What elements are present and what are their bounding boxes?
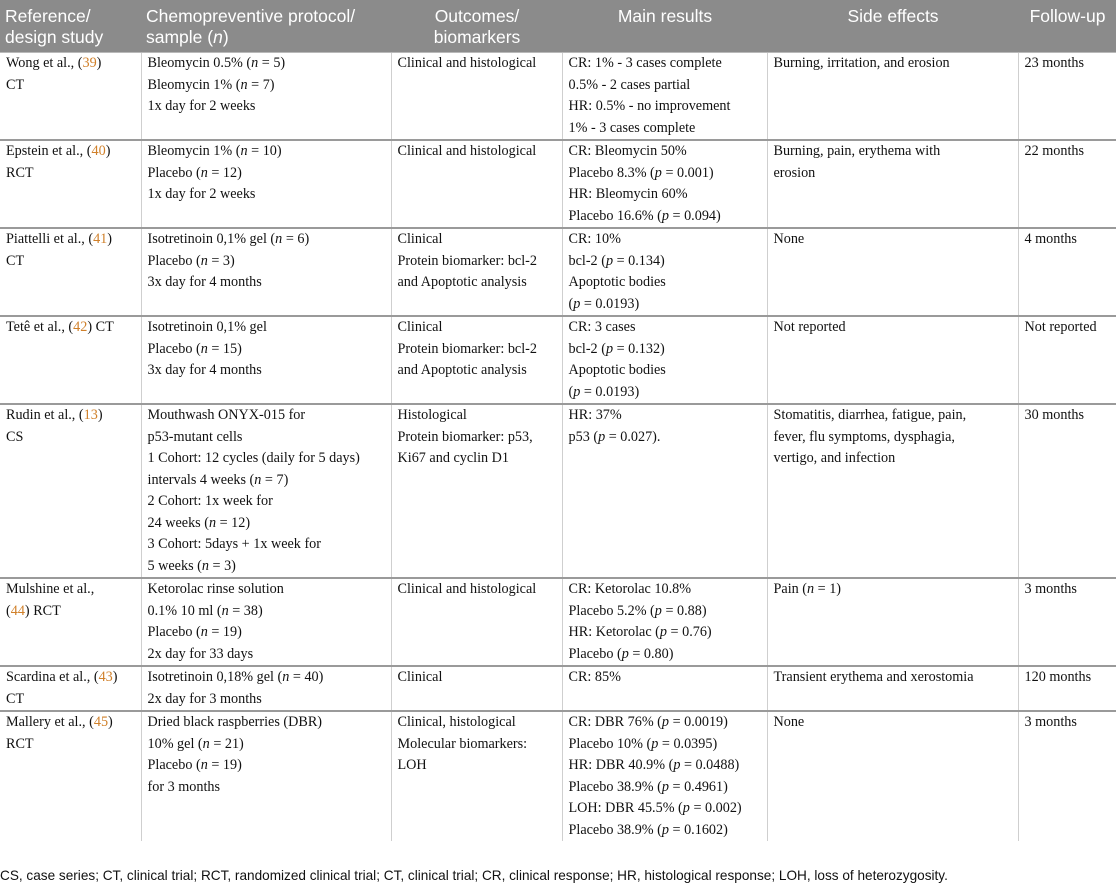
- cell-main-results-line: Placebo 38.9% (p = 0.1602): [568, 821, 728, 838]
- cell-follow-up: Not reported: [1018, 316, 1116, 404]
- cell-main-results-line: CR: Ketorolac 10.8%: [568, 581, 692, 597]
- cell-side-effects: [767, 404, 1018, 578]
- cell-protocol-line: 1x day for 2 weeks: [147, 98, 256, 114]
- cell-main-results-line: LOH: DBR 45.5% (p = 0.002): [568, 800, 742, 816]
- reference-text: RCT: [6, 735, 34, 752]
- cell-outcomes-line: Clinical: [397, 319, 443, 335]
- cell-side-effects: [767, 228, 1018, 316]
- reference-text: CT: [6, 76, 25, 93]
- cell-outcomes-line: Ki67 and cyclin D1: [397, 450, 510, 466]
- cell-follow-up: 120 months: [1018, 666, 1116, 711]
- reference-text: ): [107, 231, 112, 247]
- cell-reference: [0, 140, 141, 228]
- cell-reference: [0, 578, 141, 666]
- reference-link[interactable]: 13: [83, 407, 98, 423]
- cell-outcomes-line: Clinical, histological: [397, 714, 516, 730]
- reference-text: ): [96, 55, 102, 71]
- reference-text: Wong et al., (: [6, 55, 83, 71]
- reference-text: ): [108, 714, 113, 730]
- header-side-effects: Side effects: [767, 0, 1018, 53]
- cell-reference: [0, 666, 141, 711]
- cell-main-results-line: bcl-2 (p = 0.132): [568, 340, 665, 357]
- cell-main-results-line: Placebo (p = 0.80): [568, 645, 674, 662]
- cell-main-results-line: Apoptotic bodies: [568, 274, 666, 290]
- cell-follow-up: 22 months: [1018, 140, 1116, 228]
- cell-side-effects: [767, 666, 1018, 711]
- cell-main-results-line: Placebo 8.3% (p = 0.001): [568, 164, 714, 181]
- cell-side-effects-line: Stomatitis, diarrhea, fatigue, pain,: [773, 407, 967, 423]
- cell-main-results-line: Placebo 10% (p = 0.0395): [568, 735, 718, 752]
- reference-text: ) RCT: [24, 602, 61, 619]
- table-row: [0, 316, 1116, 404]
- cell-protocol-line: 2x day for 33 days: [147, 645, 254, 662]
- reference-link[interactable]: 40: [91, 143, 106, 159]
- cell-side-effects: [767, 316, 1018, 404]
- cell-outcomes-line: Histological: [397, 407, 467, 423]
- cell-side-effects-line: Pain (n = 1): [773, 581, 842, 597]
- cell-outcomes: [391, 404, 562, 578]
- cell-protocol: [141, 228, 391, 316]
- cell-protocol-line: 3x day for 4 months: [147, 274, 262, 290]
- cell-main-results-line: 0.5% - 2 cases partial: [568, 76, 691, 93]
- table-footnote: CS, case series; CT, clinical trial; RCT, randomized clinical trial; CT, clinical trial; CR, clinical response; HR, histological response; LOH, loss of heterozygosity.: [0, 868, 948, 883]
- cell-side-effects-line: Burning, irritation, and erosion: [773, 55, 950, 71]
- table-row: [0, 228, 1116, 316]
- cell-outcomes-line: Protein biomarker: p53,: [397, 428, 533, 445]
- cell-protocol-line: Bleomycin 1% (n = 7): [147, 76, 275, 93]
- cell-protocol: [141, 711, 391, 841]
- cell-main-results-line: CR: 3 cases: [568, 319, 636, 335]
- cell-protocol: [141, 666, 391, 711]
- cell-follow-up: 23 months: [1018, 53, 1116, 141]
- cell-main-results-line: Placebo 16.6% (p = 0.094): [568, 207, 721, 224]
- cell-outcomes-line: Molecular biomarkers:: [397, 735, 528, 752]
- reference-text: Epstein et al., (: [6, 143, 92, 159]
- table-body: [0, 53, 1116, 842]
- table-row: [0, 140, 1116, 228]
- table-row: [0, 404, 1116, 578]
- cell-main-results-line: CR: 1% - 3 cases complete: [568, 55, 722, 71]
- cell-side-effects-line: fever, flu symptoms, dysphagia,: [773, 428, 955, 445]
- cell-main-results-line: HR: Bleomycin 60%: [568, 186, 688, 202]
- cell-protocol-line: Mouthwash ONYX-015 for: [147, 407, 306, 423]
- header-protocol: Chemopreventive protocol/ sample (n): [141, 0, 391, 53]
- cell-outcomes: [391, 53, 562, 141]
- cell-protocol-line: 0.1% 10 ml (n = 38): [147, 602, 263, 619]
- cell-main-results-line: Placebo 5.2% (p = 0.88): [568, 602, 707, 619]
- cell-follow-up: 4 months: [1018, 228, 1116, 316]
- cell-follow-up: 3 months: [1018, 711, 1116, 841]
- cell-main-results: [562, 666, 767, 711]
- cell-main-results: [562, 578, 767, 666]
- cell-protocol-line: Dried black raspberries (DBR): [147, 714, 323, 730]
- cell-main-results-line: Placebo 38.9% (p = 0.4961): [568, 778, 728, 795]
- cell-main-results-line: HR: DBR 40.9% (p = 0.0488): [568, 757, 740, 773]
- reference-text: Rudin et al., (: [6, 407, 84, 423]
- cell-main-results: [562, 711, 767, 841]
- cell-main-results-line: CR: 10%: [568, 231, 621, 247]
- reference-text: ): [112, 669, 118, 685]
- cell-side-effects-line: Not reported: [773, 319, 846, 335]
- header-reference: Reference/ design study: [0, 0, 141, 53]
- reference-text: ): [97, 407, 103, 423]
- reference-text: CS: [6, 428, 24, 445]
- cell-outcomes: [391, 316, 562, 404]
- cell-main-results-line: HR: 0.5% - no improvement: [568, 98, 731, 114]
- reference-text: Mallery et al., (: [6, 714, 94, 730]
- cell-outcomes: [391, 578, 562, 666]
- cell-reference: [0, 228, 141, 316]
- cell-outcomes: [391, 711, 562, 841]
- cell-outcomes-line: Clinical and histological: [397, 143, 537, 159]
- cell-main-results-line: bcl-2 (p = 0.134): [568, 252, 665, 269]
- cell-outcomes: [391, 140, 562, 228]
- cell-outcomes-line: Clinical and histological: [397, 581, 537, 597]
- cell-outcomes-line: LOH: [397, 757, 427, 773]
- reference-link[interactable]: 41: [93, 231, 108, 247]
- cell-reference: [0, 711, 141, 841]
- cell-outcomes-line: and Apoptotic analysis: [397, 274, 527, 290]
- cell-main-results-line: HR: 37%: [568, 407, 622, 423]
- cell-main-results-line: CR: DBR 76% (p = 0.0019): [568, 714, 728, 730]
- table-row: [0, 578, 1116, 666]
- cell-protocol-line: Isotretinoin 0,1% gel (n = 6): [147, 231, 310, 247]
- cell-main-results-line: (p = 0.0193): [568, 295, 640, 312]
- reference-text: RCT: [6, 164, 34, 181]
- cell-protocol-line: for 3 months: [147, 778, 221, 795]
- cell-main-results-line: Apoptotic bodies: [568, 362, 666, 378]
- cell-protocol-line: 3x day for 4 months: [147, 362, 262, 378]
- cell-outcomes-line: Clinical: [397, 669, 443, 685]
- cell-protocol: [141, 578, 391, 666]
- reference-text: (: [6, 602, 11, 619]
- cell-main-results: [562, 53, 767, 141]
- reference-text: Tetê et al., (: [6, 319, 74, 335]
- cell-protocol-line: 1x day for 2 weeks: [147, 186, 256, 202]
- cell-protocol-line: Isotretinoin 0,18% gel (n = 40): [147, 669, 324, 685]
- cell-protocol-line: Placebo (n = 3): [147, 252, 235, 269]
- cell-protocol-line: 2x day for 3 months: [147, 690, 262, 707]
- cell-side-effects: [767, 53, 1018, 141]
- cell-outcomes: [391, 666, 562, 711]
- cell-reference: [0, 316, 141, 404]
- reference-link[interactable]: 45: [93, 714, 109, 730]
- cell-reference: [0, 53, 141, 141]
- cell-main-results-line: CR: 85%: [568, 669, 621, 685]
- cell-follow-up: 3 months: [1018, 578, 1116, 666]
- cell-main-results-line: CR: Bleomycin 50%: [568, 143, 687, 159]
- reference-text: CT: [6, 690, 25, 707]
- cell-side-effects: [767, 578, 1018, 666]
- table-row: [0, 666, 1116, 711]
- cell-protocol-line: Isotretinoin 0,1% gel: [147, 319, 267, 335]
- cell-side-effects: [767, 140, 1018, 228]
- reference-text: Mulshine et al.,: [6, 581, 95, 597]
- cell-protocol-line: Ketorolac rinse solution: [147, 581, 284, 597]
- reference-link[interactable]: 44: [10, 602, 25, 619]
- cell-protocol-line: 1 Cohort: 12 cycles (daily for 5 days): [147, 450, 360, 466]
- cell-protocol-line: 24 weeks (n = 12): [147, 514, 251, 531]
- reference-link[interactable]: 42: [73, 319, 88, 335]
- table-row: [0, 53, 1116, 141]
- cell-protocol-line: intervals 4 weeks (n = 7): [147, 471, 289, 488]
- table-header: [0, 0, 1116, 53]
- cell-protocol-line: Placebo (n = 19): [147, 757, 242, 773]
- cell-reference: [0, 404, 141, 578]
- cell-side-effects-line: erosion: [773, 164, 816, 181]
- cell-main-results-line: 1% - 3 cases complete: [568, 119, 696, 136]
- cell-protocol-line: 3 Cohort: 5days + 1x week for: [147, 536, 321, 552]
- header-follow-up: Follow-up: [1018, 0, 1116, 53]
- cell-outcomes-line: Clinical: [397, 231, 443, 247]
- reference-text: ) CT: [87, 319, 114, 335]
- cell-main-results: [562, 316, 767, 404]
- cell-side-effects-line: Transient erythema and xerostomia: [773, 669, 974, 685]
- cell-side-effects-line: vertigo, and infection: [773, 450, 896, 466]
- reference-link[interactable]: 43: [98, 669, 113, 685]
- cell-protocol-line: 5 weeks (n = 3): [147, 557, 236, 574]
- header-outcomes: Outcomes/ biomarkers: [391, 0, 562, 53]
- cell-outcomes-line: and Apoptotic analysis: [397, 362, 527, 378]
- cell-protocol-line: Placebo (n = 12): [147, 164, 242, 181]
- cell-outcomes: [391, 228, 562, 316]
- table-row: [0, 711, 1116, 841]
- cell-protocol: [141, 53, 391, 141]
- cell-protocol: [141, 404, 391, 578]
- cell-main-results: [562, 404, 767, 578]
- cell-follow-up: 30 months: [1018, 404, 1116, 578]
- cell-protocol-line: Bleomycin 0.5% (n = 5): [147, 55, 286, 71]
- reference-text: ): [105, 143, 111, 159]
- cell-outcomes-line: Clinical and histological: [397, 55, 537, 71]
- reference-link[interactable]: 39: [82, 55, 97, 71]
- cell-main-results-line: p53 (p = 0.027).: [568, 428, 661, 445]
- cell-protocol: [141, 316, 391, 404]
- cell-protocol-line: Placebo (n = 15): [147, 340, 242, 357]
- header-main-results: Main results: [562, 0, 767, 53]
- reference-text: CT: [6, 252, 25, 269]
- reference-text: Scardina et al., (: [6, 669, 99, 685]
- cell-main-results: [562, 228, 767, 316]
- cell-protocol-line: Placebo (n = 19): [147, 624, 242, 640]
- cell-side-effects-line: None: [773, 231, 805, 247]
- cell-protocol-line: 2 Cohort: 1x week for: [147, 493, 273, 509]
- cell-outcomes-line: Protein biomarker: bcl-2: [397, 252, 537, 269]
- reference-text: Piattelli et al., (: [6, 231, 94, 247]
- cell-side-effects-line: None: [773, 714, 805, 730]
- cell-main-results-line: HR: Ketorolac (p = 0.76): [568, 624, 712, 640]
- cell-side-effects: [767, 711, 1018, 841]
- cell-side-effects-line: Burning, pain, erythema with: [773, 143, 941, 159]
- cell-protocol-line: 10% gel (n = 21): [147, 735, 244, 752]
- cell-outcomes-line: Protein biomarker: bcl-2: [397, 340, 537, 357]
- cell-protocol-line: p53-mutant cells: [147, 428, 243, 445]
- cell-protocol-line: Bleomycin 1% (n = 10): [147, 143, 282, 159]
- cell-main-results: [562, 140, 767, 228]
- cell-protocol: [141, 140, 391, 228]
- cell-main-results-line: (p = 0.0193): [568, 383, 640, 400]
